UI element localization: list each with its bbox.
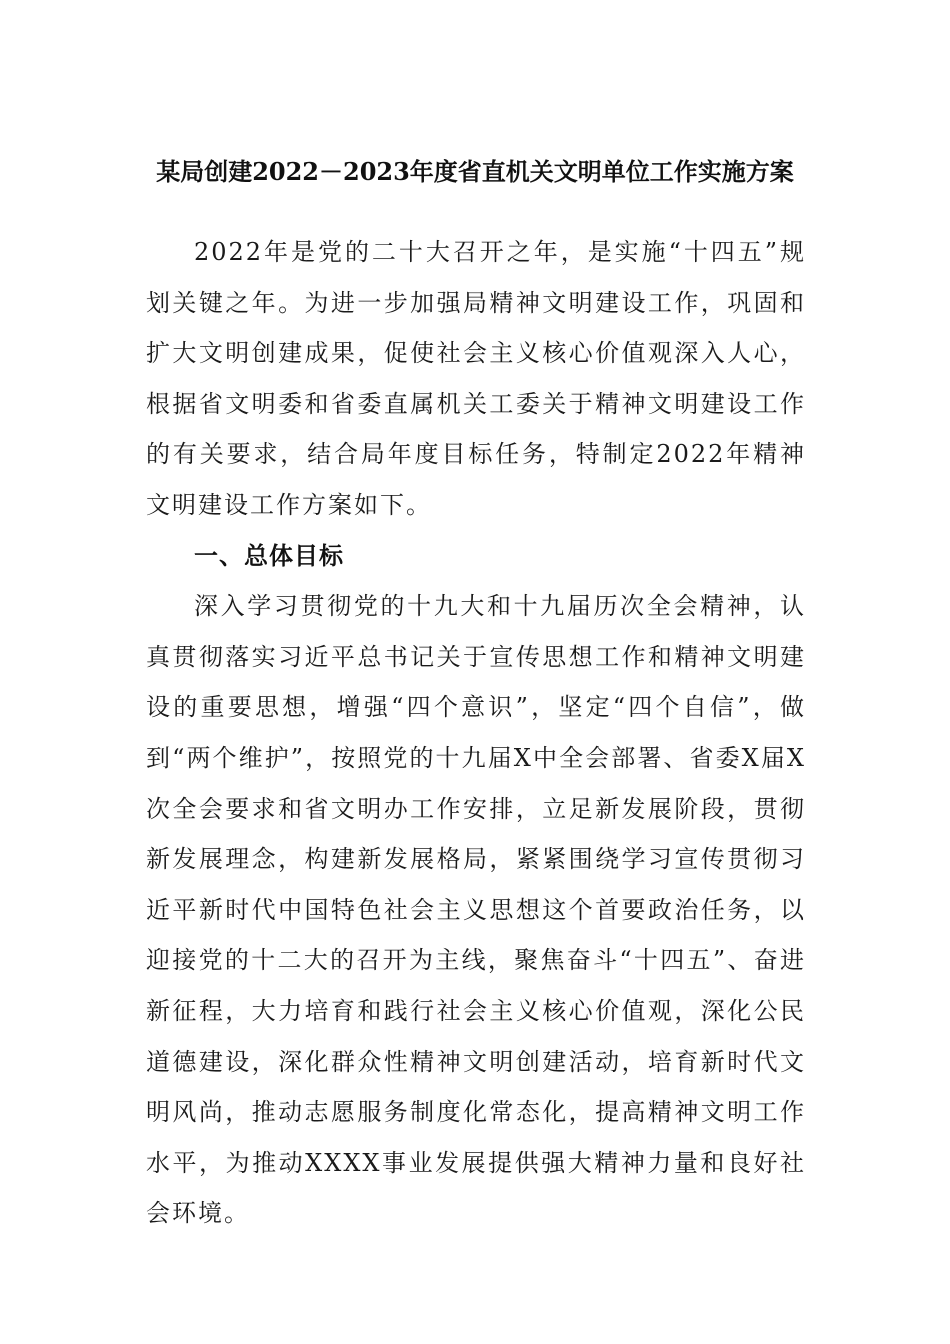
intro-paragraph: 2022年是党的二十大召开之年，是实施“十四五”规划关键之年。为进一步加强局精神文明建设工作，巩固和扩大文明创建成果，促使社会主义核心价值观深入人心，根据省文明委和省委直属机关工委关于精神文明建设工作的有关要求，结合局年度目标任务，特制定2022年精神文明建设工作方案如下。 [146, 238, 806, 519]
section-heading-overall-goals: 一、总体目标 [194, 541, 344, 570]
goals-paragraph: 深入学习贯彻党的十九大和十九届历次全会精神，认真贯彻落实习近平总书记关于宣传思想工作和精神文明建设的重要思想，增强“四个意识”，坚定“四个自信”，做到“两个维护”，按照党的十九届X中全会部署、省委X届X次全会要求和省文明办工作安排，立足新发展阶段，贯彻新发展理念，构建新发展格局，紧紧围绕学习宣传贯彻习近平新时代中国特色社会主义思想这个首要政治任务，以迎接党的十二大的召开为主线，聚焦奋斗“十四五”、奋进新征程，大力培育和践行社会主义核心价值观，深化公民道德建设，深化群众性精神文明创建活动，培育新时代文明风尚，推动志愿服务制度化常态化，提高精神文明工作水平，为推动XXXX事业发展提供强大精神力量和良好社会环境。 [146, 592, 806, 1228]
document-title: 某局创建2022－2023年度省直机关文明单位工作实施方案 [156, 157, 794, 186]
document-body [146, 227, 806, 1239]
